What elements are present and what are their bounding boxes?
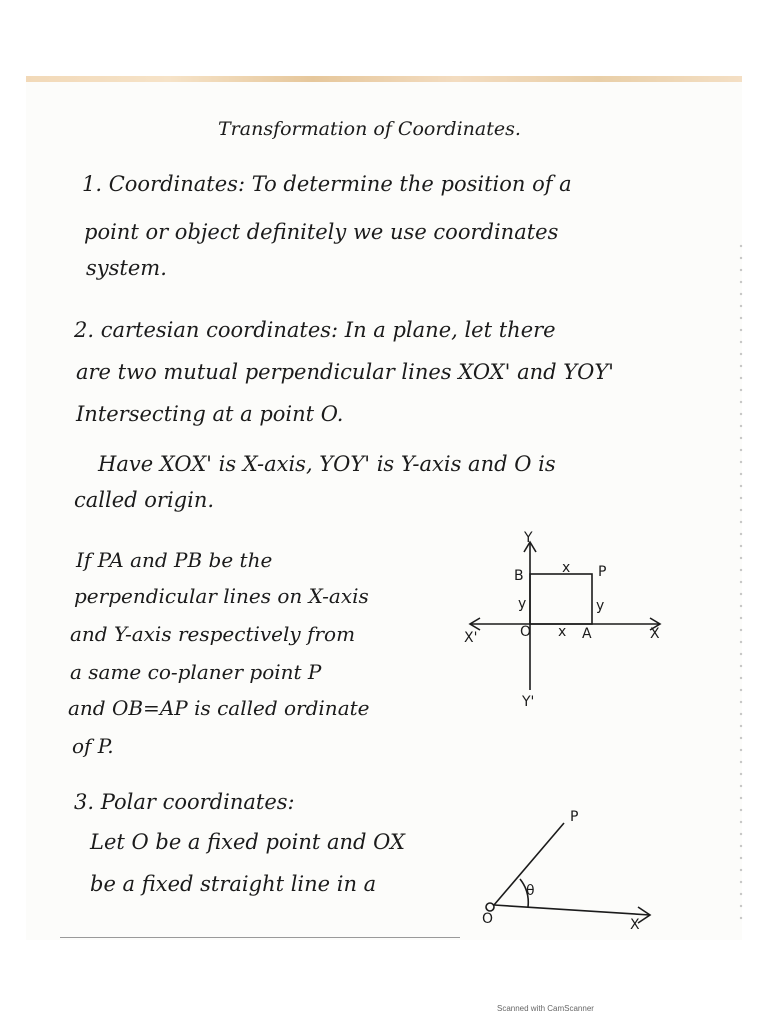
text-line-5: are two mutual perpendicular lines XOX' and YOY' (76, 360, 614, 384)
ordinate-rectangle (530, 574, 592, 624)
text-line-3: system. (86, 256, 167, 280)
polar-origin-point (486, 903, 494, 911)
text-line-9: If PA and PB be the (76, 548, 273, 572)
label-x-top: x (562, 560, 571, 576)
text-line-6: Intersecting at a point O. (76, 402, 344, 426)
text-line-16: Let O be a fixed point and OX (90, 830, 405, 854)
text-line-14: of P. (72, 734, 114, 758)
page-title: Transformation of Coordinates. (218, 118, 521, 140)
page-bottom-rule (60, 937, 460, 938)
polar-diagram (480, 805, 680, 935)
label-y-top: Y (524, 530, 533, 546)
label-polar-x: X (630, 917, 640, 933)
label-b: B (514, 568, 524, 584)
text-line-8: called origin. (74, 488, 215, 512)
label-polar-theta: θ (526, 883, 535, 899)
label-polar-p: P (570, 809, 579, 825)
label-a: A (582, 626, 592, 642)
label-y-bottom: Y' (522, 694, 535, 710)
text-line-13: and OB=AP is called ordinate (68, 696, 370, 720)
label-y-right: y (596, 598, 605, 614)
label-y-left: y (518, 596, 527, 612)
label-x-left: X' (464, 630, 478, 646)
polar-initial-line (494, 905, 650, 915)
label-origin: O (520, 624, 532, 640)
page-edge-dots (738, 240, 744, 920)
text-line-4: 2. cartesian coordinates: In a plane, let there (74, 318, 556, 342)
text-line-12: a same co-planer point P (70, 660, 322, 684)
scanner-watermark: Scanned with CamScanner (497, 1004, 594, 1013)
text-line-1: 1. Coordinates: To determine the position of a (82, 172, 572, 196)
label-x-bottom: x (558, 624, 567, 640)
label-polar-origin: O (482, 911, 494, 927)
text-line-2: point or object definitely we use coordinates (84, 220, 559, 244)
label-p: P (598, 564, 607, 580)
text-line-15: 3. Polar coordinates: (74, 790, 295, 814)
text-line-10: perpendicular lines on X-axis (74, 584, 369, 608)
text-line-17: be a fixed straight line in a (90, 872, 377, 896)
text-line-7: Have XOX' is X-axis, YOY' is Y-axis and O is (98, 452, 556, 476)
page-top-edge (26, 76, 742, 82)
text-line-11: and Y-axis respectively from (70, 622, 356, 646)
cartesian-diagram (450, 530, 680, 720)
label-x-right: X (650, 626, 660, 642)
